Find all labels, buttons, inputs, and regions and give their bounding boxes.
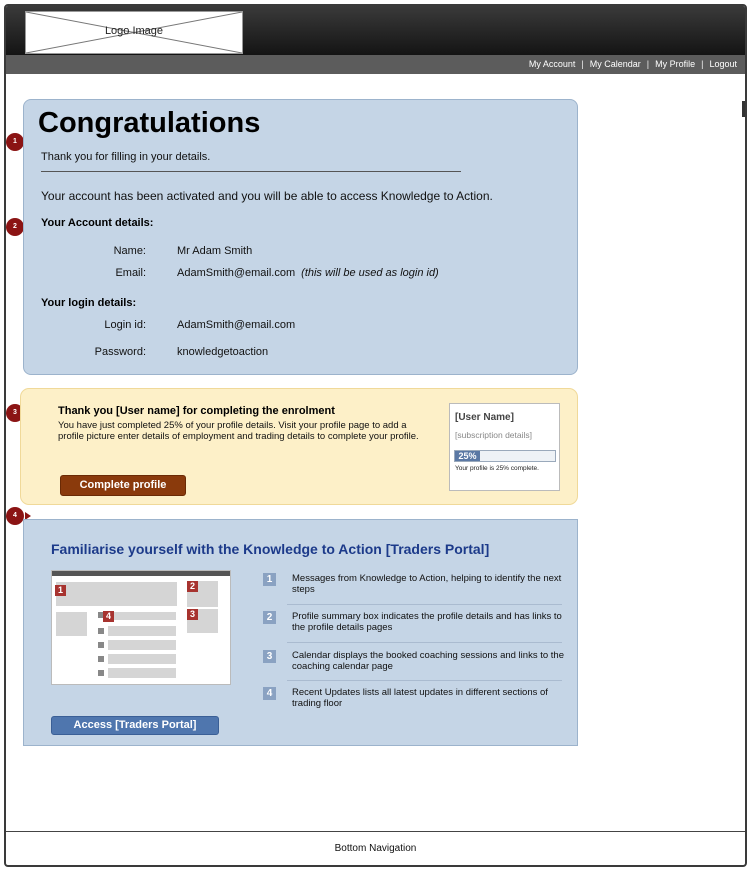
annotation-marker-4: 4 bbox=[6, 507, 24, 525]
login-id-value: AdamSmith@email.com bbox=[177, 319, 296, 331]
mock-update-row bbox=[108, 626, 176, 636]
legend-number: 4 bbox=[263, 687, 276, 700]
mock-messages-block bbox=[56, 582, 177, 606]
name-label: Name: bbox=[113, 245, 146, 257]
password-label: Password: bbox=[94, 346, 146, 358]
mock-side-block bbox=[56, 612, 87, 636]
access-traders-portal-button[interactable]: Access [Traders Portal] bbox=[51, 716, 219, 735]
annotation-marker-3: 3 bbox=[6, 404, 24, 422]
nav-my-profile[interactable]: My Profile bbox=[655, 59, 696, 69]
email-value: AdamSmith@email.com bbox=[177, 267, 296, 279]
legend-number: 2 bbox=[263, 611, 276, 624]
name-value: Mr Adam Smith bbox=[177, 245, 253, 257]
mock-badge-4: 4 bbox=[103, 611, 114, 622]
email-label: Email: bbox=[115, 267, 146, 279]
legend-text: Calendar displays the booked coaching sessions and links to the coaching calendar page bbox=[292, 650, 564, 672]
mock-bullet bbox=[98, 656, 104, 662]
legend-text: Messages from Knowledge to Action, helping to identify the next steps bbox=[292, 573, 562, 595]
mock-update-row bbox=[108, 668, 176, 678]
nav-separator: | bbox=[701, 59, 704, 69]
nav-logout[interactable]: Logout bbox=[709, 59, 737, 69]
profile-summary-box bbox=[449, 403, 560, 491]
login-details-heading: Your login details: bbox=[41, 297, 137, 309]
mock-badge-1: 1 bbox=[55, 585, 66, 596]
page-title: Congratulations bbox=[38, 107, 261, 139]
legend-divider bbox=[287, 642, 562, 643]
mock-header-bar bbox=[52, 571, 230, 576]
legend-divider bbox=[287, 680, 562, 681]
familiarise-panel bbox=[23, 519, 578, 746]
account-details-heading: Your Account details: bbox=[41, 217, 154, 229]
subscription-details[interactable]: [subscription details] bbox=[455, 430, 533, 440]
mock-update-row bbox=[108, 640, 176, 650]
nav-separator: | bbox=[581, 59, 584, 69]
mock-bullet bbox=[98, 670, 104, 676]
logo-label: Logo Image bbox=[104, 25, 164, 37]
profile-progress-note: Your profile is 25% complete. bbox=[455, 465, 539, 472]
confirmation-panel bbox=[23, 99, 578, 375]
legend-divider bbox=[287, 604, 562, 605]
annotation-marker-1: 1 bbox=[6, 133, 24, 151]
legend-number: 1 bbox=[263, 573, 276, 586]
header bbox=[6, 6, 745, 55]
legend-text: Recent Updates lists all latest updates in different sections of trading floor bbox=[292, 687, 548, 709]
nav-my-calendar[interactable]: My Calendar bbox=[589, 59, 641, 69]
mock-update-row bbox=[108, 654, 176, 664]
legend-number: 3 bbox=[263, 650, 276, 663]
mock-badge-3: 3 bbox=[187, 609, 198, 620]
complete-profile-button[interactable]: Complete profile bbox=[60, 475, 186, 496]
logo[interactable] bbox=[25, 11, 243, 54]
mock-badge-2: 2 bbox=[187, 581, 198, 592]
email-note: (this will be used as login id) bbox=[301, 267, 439, 279]
thanks-message: Thank you for filling in your details. bbox=[41, 151, 211, 163]
divider bbox=[41, 171, 461, 172]
annotation-marker-2: 2 bbox=[6, 218, 24, 236]
scrollbar-thumb[interactable] bbox=[742, 101, 745, 117]
password-value: knowledgetoaction bbox=[177, 346, 269, 358]
mock-update-row bbox=[108, 612, 176, 620]
bottom-navigation[interactable]: Bottom Navigation bbox=[334, 843, 417, 854]
login-id-label: Login id: bbox=[104, 319, 146, 331]
mock-bullet bbox=[98, 642, 104, 648]
top-navigation bbox=[6, 55, 745, 74]
familiarise-title: Familiarise yourself with the Knowledge to Action [Traders Portal] bbox=[51, 541, 490, 557]
profile-progress-bar bbox=[454, 450, 556, 462]
enrolment-panel bbox=[20, 388, 578, 505]
legend-text: Profile summary box indicates the profile details and has links to the profile details pages bbox=[292, 611, 562, 633]
email-row bbox=[177, 267, 439, 279]
enrolment-message: You have just completed 25% of your profile details. Visit your profile page to add a profile picture enter details of employment and trading details to complete your profile. bbox=[58, 420, 419, 442]
profile-progress-label: 25% bbox=[458, 451, 477, 461]
enrolment-title: Thank you [User name] for completing the enrolment bbox=[58, 405, 335, 417]
mock-bullet bbox=[98, 628, 104, 634]
portal-layout-illustration bbox=[51, 570, 231, 685]
nav-separator: | bbox=[646, 59, 650, 69]
page-frame bbox=[4, 4, 747, 867]
activation-message: Your account has been activated and you will be able to access Knowledge to Action. bbox=[41, 189, 493, 203]
nav-my-account[interactable]: My Account bbox=[528, 59, 576, 69]
profile-user-name[interactable]: [User Name] bbox=[455, 412, 514, 423]
